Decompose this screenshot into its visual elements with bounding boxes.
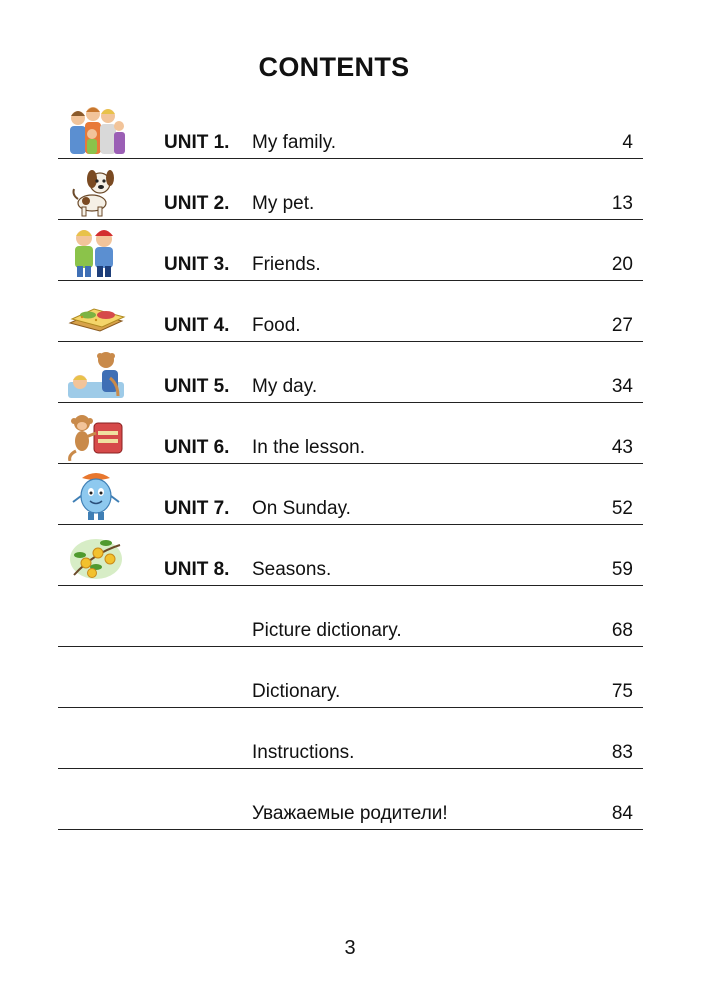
toc-row-parents[interactable]: [58, 768, 643, 830]
unit-label: UNIT 5.: [164, 376, 230, 397]
page-title: CONTENTS: [258, 52, 410, 82]
toc-row-unit-4[interactable]: [58, 280, 643, 342]
page-number: 83: [611, 742, 633, 763]
toc-row-unit-2[interactable]: [58, 158, 643, 220]
toc-row-unit-3[interactable]: [58, 219, 643, 281]
page-number: 52: [611, 498, 633, 519]
page-number: 4: [622, 132, 633, 153]
toc-row-unit-8[interactable]: [58, 524, 643, 586]
unit-label: UNIT 2.: [164, 193, 230, 214]
unit-title: My day.: [252, 376, 318, 397]
section-title: Picture dictionary.: [252, 620, 402, 641]
fruit-branch-icon: [66, 531, 126, 583]
unit-label: UNIT 4.: [164, 315, 230, 336]
family-icon: [66, 104, 126, 156]
section-title: Dictionary.: [252, 681, 341, 702]
page-number: 84: [611, 803, 633, 824]
monkey-schoolbag-icon: [66, 409, 126, 461]
unit-title: Friends.: [252, 254, 321, 275]
section-title: Instructions.: [252, 742, 355, 763]
friends-icon: [66, 226, 126, 278]
page-number: 75: [611, 681, 633, 702]
page-number: 68: [611, 620, 633, 641]
toc-row-unit-7[interactable]: [58, 463, 643, 525]
unit-label: UNIT 3.: [164, 254, 230, 275]
section-title: Уважаемые родители!: [252, 803, 448, 824]
toc-row-unit-5[interactable]: [58, 341, 643, 403]
page-number: 59: [611, 559, 633, 580]
unit-title: In the lesson.: [252, 437, 366, 458]
page-number: 43: [611, 437, 633, 458]
page-folio: 3: [344, 937, 356, 959]
toc-row-unit-1[interactable]: [58, 97, 643, 159]
sandwich-icon: [66, 287, 126, 339]
toc-row-unit-6[interactable]: [58, 402, 643, 464]
unit-title: Food.: [252, 315, 301, 336]
toc-row-instructions[interactable]: [58, 707, 643, 769]
unit-label: UNIT 8.: [164, 559, 230, 580]
unit-label: UNIT 6.: [164, 437, 230, 458]
unit-title: My family.: [252, 132, 337, 153]
morning-icon: [66, 348, 126, 400]
dog-icon: [66, 165, 126, 217]
page-number: 27: [611, 315, 633, 336]
toc-row-dictionary[interactable]: [58, 646, 643, 708]
toc-row-picture-dictionary[interactable]: [58, 585, 643, 647]
cartoon-character-icon: [66, 470, 126, 522]
unit-title: On Sunday.: [252, 498, 351, 519]
unit-label: UNIT 1.: [164, 132, 230, 153]
page-number: 34: [611, 376, 633, 397]
unit-title: Seasons.: [252, 559, 332, 580]
page-number: 13: [611, 193, 633, 214]
page-number: 20: [611, 254, 633, 275]
unit-label: UNIT 7.: [164, 498, 230, 519]
unit-title: My pet.: [252, 193, 315, 214]
